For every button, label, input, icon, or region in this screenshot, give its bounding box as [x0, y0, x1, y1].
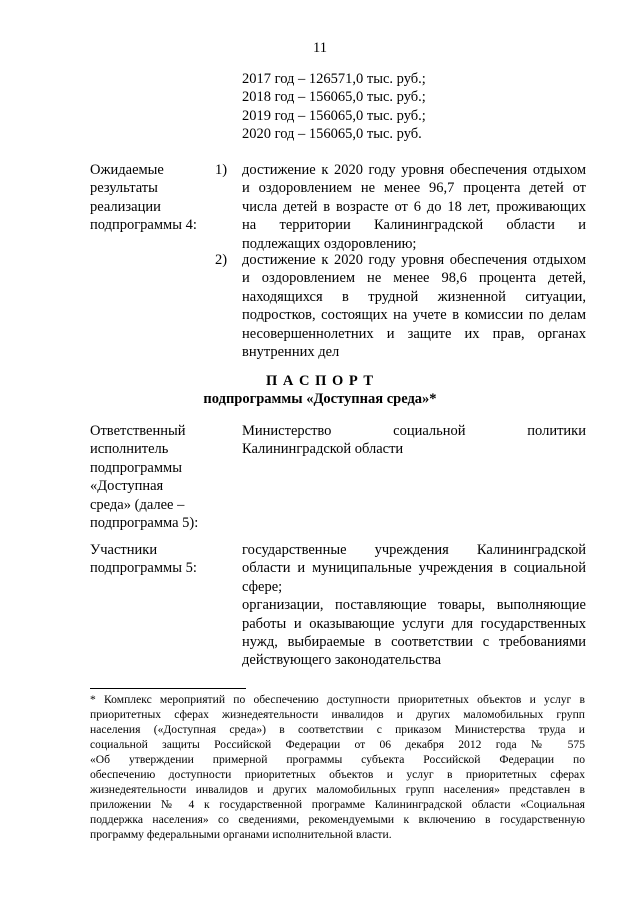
funding-by-year — [242, 70, 426, 144]
page-number: 11 — [313, 40, 327, 56]
footnote: * Комплекс мероприятий по обеспечению доступности приоритетных объектов и услуг в приоритетных сферах жизнедеятельности инвалидов и других маломобильных групп населения («Доступная среда») в соответствии с приказом Министерства труда и социальной защиты Российской Федерации от 06 декабря 2012 года № 575 «Об утверждении примерной программы субъекта Российской Федерации по обеспечению доступности приоритетных объектов и услуг в приоритетных сферах жизнедеятельности инвалидов и других маломобильных групп населения» представлен в приложении № 4 к государственной программе Калининградской области «Социальная поддержка населения» со сведениями, рекомендуемыми к включению в государственную программу федеральными органами исполнительной власти. — [90, 693, 585, 841]
funding-line: 2018 год – 156065,0 тыс. руб.; — [242, 89, 426, 106]
participants-value: государственные учреждения Калининградской области и муниципальные учреждения в социальной сфере; организации, поставляющие товары, выполняющие работы и оказывающие услуги для государственных нужд, выбираемые в соответствии с требованиями действующего законодательства — [242, 542, 586, 669]
responsible-executor-value: Министерство социальной политики Калининградской области — [242, 423, 586, 458]
result-item-number: 2) — [215, 252, 228, 268]
passport-subtitle: подпрограммы «Доступная среда»* — [203, 391, 437, 407]
funding-line: 2020 год – 156065,0 тыс. руб. — [242, 126, 422, 143]
result-item-1: достижение к 2020 году уровня обеспечения отдыхом и оздоровлением не менее 96,7 процента детей от числа детей в возрасте от 6 до 18 лет, проживающих на территории Калининградской области и подлежащих оздоровлению; — [242, 162, 586, 252]
participants-label: Участники подпрограммы 5: — [90, 542, 197, 577]
passport-title: П А С П О Р Т — [265, 373, 375, 389]
result-item-2: достижение к 2020 году уровня обеспечения отдыхом и оздоровлением не менее 98,6 процента детей, находящихся в трудной жизненной ситуации, подростков, состоящих на учете в комиссии по делам несовершеннолетних и защите их прав, органах внутренних дел — [242, 252, 586, 361]
expected-results-label: Ожидаемые результаты реализации подпрограммы 4: — [90, 162, 197, 234]
responsible-executor-label: Ответственный исполнитель подпрограммы «Доступная среда» (далее – подпрограмма 5): — [90, 423, 199, 532]
result-item-number: 1) — [215, 162, 228, 178]
funding-line: 2017 год – 126571,0 тыс. руб.; — [242, 71, 426, 87]
footnote-separator — [90, 688, 246, 689]
funding-line: 2019 год – 156065,0 тыс. руб.; — [242, 107, 426, 124]
